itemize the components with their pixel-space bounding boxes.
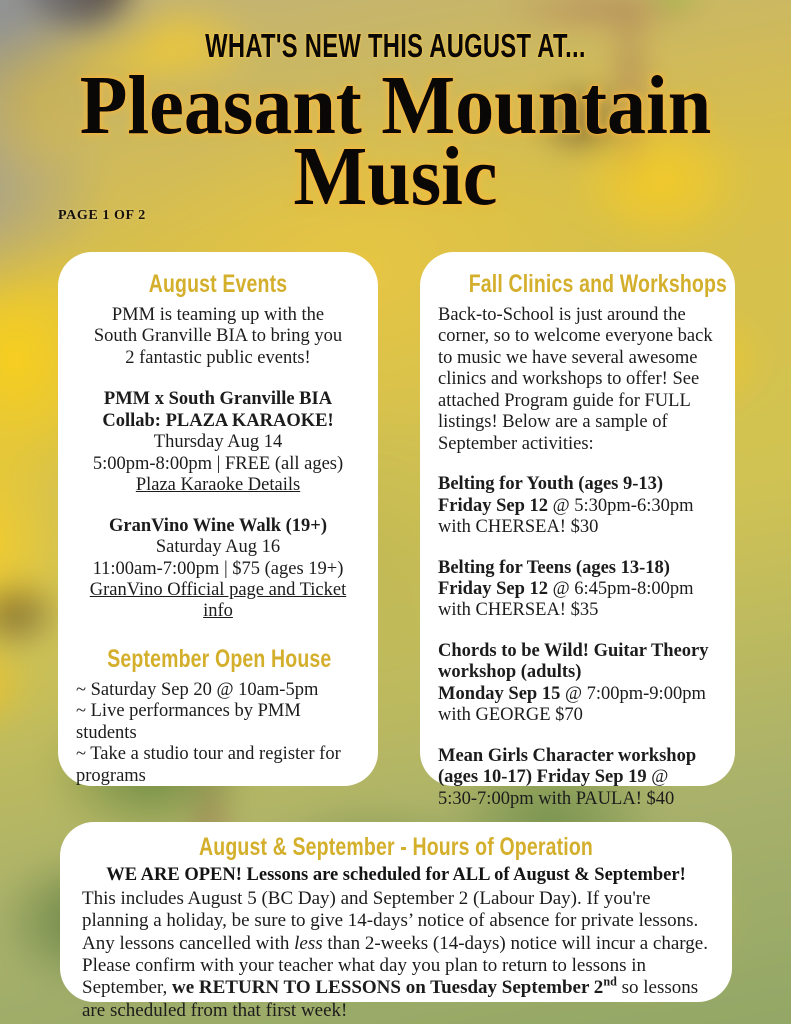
workshop-instructor-price: with CHERSEA! $30	[438, 517, 599, 538]
workshop-name: Chords to be Wild! Guitar Theory workshop (adults)	[438, 640, 709, 683]
workshop-instructor-price: 5:30-7:00pm with PAULA! $40	[438, 788, 675, 809]
event-title-line-1: PMM x South Granville BIA	[103, 389, 333, 410]
workshop-instructor-price: with CHERSEA! $35	[438, 600, 599, 621]
fall-clinics-heading: Fall Clinics and Workshops	[468, 270, 728, 298]
workshop-time: @ 7:00pm-9:00pm	[560, 683, 706, 704]
workshop-instructor-price: with GEORGE $70	[438, 705, 583, 726]
workshop-name: Belting for Teens (ages 13-18)	[438, 557, 670, 578]
workshop-day: Friday Sep 12	[438, 578, 548, 599]
event-title-line-2: Collab: PLAZA KARAOKE!	[102, 410, 334, 431]
event-details: 11:00am-7:00pm | $75 (ages 19+)	[92, 558, 344, 579]
workshop-time: @ 6:45pm-8:00pm	[547, 578, 694, 599]
workshop-name: Mean Girls Character workshop (ages 10-17)	[438, 745, 697, 788]
hours-heading: August & September - Hours of Operation	[199, 833, 593, 861]
event-link-granvino[interactable]: GranVino Official page and Ticket info	[89, 579, 347, 622]
hours-body-text	[82, 888, 710, 1022]
event-details: 5:00pm-8:00pm | FREE (all ages)	[92, 453, 344, 474]
open-house-list	[76, 680, 360, 787]
open-house-item: ~ Take a studio tour and register for programs	[76, 744, 341, 786]
open-house-item: ~ Saturday Sep 20 @ 10am-5pm	[76, 679, 319, 700]
hours-body-part-2: than 2-weeks (14-days) notice will incur a charge. Please confirm with your teacher what day you plan to return to lessons in September,	[82, 932, 708, 999]
workshop-day: Friday Sep 19	[536, 767, 647, 788]
workshop-item	[438, 558, 717, 622]
september-open-house-section	[76, 645, 360, 787]
event-item	[76, 389, 360, 496]
august-intro-line-1: PMM is teaming up with the	[111, 305, 325, 325]
workshop-item	[438, 474, 717, 538]
august-intro-line-2: South Granville BIA to bring you	[93, 326, 343, 347]
event-date: Thursday Aug 14	[153, 432, 283, 453]
page-title-line-1: Pleasant Mountain	[79, 59, 712, 152]
page-title-line-2: Music	[293, 130, 498, 224]
august-intro-line-3: 2 fantastic public events!	[125, 347, 311, 368]
open-house-heading: September Open House	[107, 644, 332, 673]
event-title-line-1: GranVino Wine Walk (19+)	[108, 515, 328, 536]
august-events-card	[58, 252, 378, 786]
hours-body-emphasis: less	[294, 932, 323, 954]
fall-clinics-card	[420, 252, 735, 809]
workshop-day: Monday Sep 15	[438, 683, 561, 704]
page-number-label: PAGE 1 OF 2	[58, 208, 146, 223]
hours-of-operation-card	[60, 822, 732, 1021]
event-date: Saturday Aug 16	[155, 537, 281, 558]
workshop-item	[438, 641, 717, 727]
event-item	[76, 516, 360, 623]
workshop-name: Belting for Youth (ages 9-13)	[438, 474, 664, 495]
hours-body-return-notice: we RETURN TO LESSONS on Tuesday September 2	[172, 977, 604, 999]
august-events-intro	[76, 305, 360, 369]
august-events-heading: August Events	[148, 270, 288, 298]
workshop-item	[438, 746, 717, 810]
hours-body-part-3: so lessons are scheduled from that first week!	[82, 977, 699, 1021]
event-link-plaza-karaoke[interactable]: Plaza Karaoke Details	[135, 475, 301, 496]
hours-body-part-1: This includes August 5 (BC Day) and September 2 (Labour Day). If you're planning a holiday, be sure to give 14-days’ notice of absence for private lessons. Any lessons cancelled with	[82, 887, 699, 954]
workshop-time: @ 5:30pm-6:30pm	[547, 495, 694, 516]
workshop-day: Friday Sep 12	[438, 495, 548, 516]
header-kicker: WHAT'S NEW THIS AUGUST AT...	[205, 27, 586, 64]
hours-body-ordinal-suffix: nd	[603, 975, 617, 990]
open-house-item: ~ Live performances by PMM students	[76, 701, 301, 743]
workshop-time: @	[646, 767, 669, 788]
page-header	[0, 0, 791, 240]
hours-lead-text: WE ARE OPEN! Lessons are scheduled for ALL of August & September!	[106, 865, 686, 885]
fall-clinics-intro: Back-to-School is just around the corner, so to welcome everyone back to music we have several awesome clinics and workshops to offer! See attached Program guide for FULL listings! Below are a sample of September activities:	[438, 305, 713, 454]
